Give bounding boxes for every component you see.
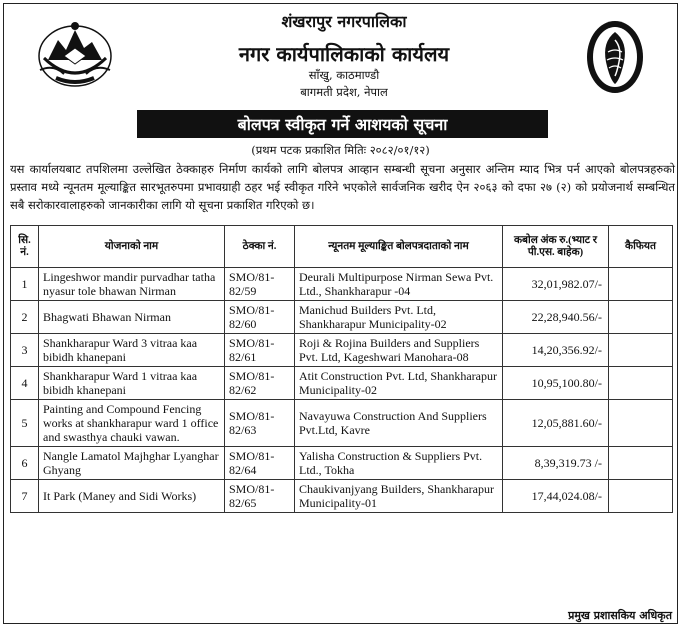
- office-name: नगर कार्यपालिकाको कार्यलय: [238, 42, 450, 66]
- cell-bidder: Yalisha Construction & Suppliers Pvt. Ltd., Tokha: [295, 447, 503, 480]
- cell-remarks: [609, 268, 673, 301]
- cell-bidder: Manichud Builders Pvt. Ltd, Shankharapur Municipality-02: [295, 301, 503, 334]
- cell-remarks: [609, 400, 673, 447]
- cell-remarks: [609, 480, 673, 513]
- cell-project: Shankharapur Ward 3 vitraa kaa bibidh khanepani: [39, 334, 225, 367]
- cell-project: Nangle Lamatol Majhghar Lyanghar Ghyang: [39, 447, 225, 480]
- table-header-row: [11, 226, 673, 268]
- col-header-amount: कबोल अंक रु.(भ्याट र पी.एस. बाहेक): [503, 226, 609, 268]
- col-header-contract: ठेक्का नं.: [225, 226, 295, 268]
- cell-project: Lingeshwor mandir purvadhar tatha nyasur tole bhawan Nirman: [39, 268, 225, 301]
- cell-amount: 8,39,319.73 /-: [503, 447, 609, 480]
- cell-bidder: Deurali Multipurpose Nirman Sewa Pvt. Ltd., Shankharapur -04: [295, 268, 503, 301]
- cell-bidder: Atit Construction Pvt. Ltd, Shankharapur Municipality-02: [295, 367, 503, 400]
- cell-sn: 4: [11, 367, 39, 400]
- col-header-sn: सि. नं.: [11, 226, 39, 268]
- table-row: [11, 334, 673, 367]
- cell-sn: 1: [11, 268, 39, 301]
- cell-bidder: Chaukivanjyang Builders, Shankharapur Municipality-01: [295, 480, 503, 513]
- cell-sn: 3: [11, 334, 39, 367]
- cell-amount: 17,44,024.08/-: [503, 480, 609, 513]
- cell-contract: SMO/81-82/65: [225, 480, 295, 513]
- cell-amount: 14,20,356.92/-: [503, 334, 609, 367]
- nepal-emblem-logo: [34, 18, 116, 90]
- cell-remarks: [609, 447, 673, 480]
- notice-intro: यस कार्यालयबाट तपशिलमा उल्लेखित ठेक्काहरु निर्माण कार्यको लागि बोलपत्र आव्हान सम्बन्धी सूचना अनुसार अन्तिम म्याद भित्र पर्न आएको बोलपत्रहरुको प्रस्ताव मध्ये न्यूनतम मूल्याङ्कित सारभूतरुपमा प्रभावग्राही ठहर भई स्वीकृत गरिने भएकोले सार्वजनिक खरीद ऐन २०६३ को दफा २७ (२) को प्रयोजनार्थ सम्बन्धित सबै सरोकारवालाहरुको जानकारीका लागि यो सूचना प्रकाशित गरिएको छ।: [10, 162, 675, 212]
- cell-project: It Park (Maney and Sidi Works): [39, 480, 225, 513]
- cell-contract: SMO/81-82/60: [225, 301, 295, 334]
- cell-sn: 6: [11, 447, 39, 480]
- cell-sn: 2: [11, 301, 39, 334]
- notice-page: [3, 3, 678, 624]
- cell-remarks: [609, 301, 673, 334]
- cell-bidder: Roji & Rojina Builders and Suppliers Pvt. Ltd, Kageshwari Manohara-08: [295, 334, 503, 367]
- cell-contract: SMO/81-82/59: [225, 268, 295, 301]
- conch-shell-logo: [584, 18, 646, 96]
- col-header-bidder: न्यूनतम मूल्याङ्कित बोलपत्रदाताको नाम: [295, 226, 503, 268]
- cell-amount: 32,01,982.07/-: [503, 268, 609, 301]
- cell-contract: SMO/81-82/61: [225, 334, 295, 367]
- table-row: [11, 447, 673, 480]
- col-header-project: योजनाको नाम: [39, 226, 225, 268]
- cell-contract: SMO/81-82/62: [225, 367, 295, 400]
- cell-sn: 7: [11, 480, 39, 513]
- cell-amount: 12,05,881.60/-: [503, 400, 609, 447]
- cell-contract: SMO/81-82/64: [225, 447, 295, 480]
- cell-remarks: [609, 367, 673, 400]
- address-line-2: बागमती प्रदेश, नेपाल: [300, 85, 388, 99]
- signatory: प्रमुख प्रशासकिय अधिकृत: [568, 609, 672, 622]
- table-row: [11, 367, 673, 400]
- publication-date: (प्रथम पटक प्रकाशित मितिः २०८२/०१/१२): [251, 143, 430, 157]
- table-row: [11, 268, 673, 301]
- cell-contract: SMO/81-82/63: [225, 400, 295, 447]
- cell-project: Painting and Compound Fencing works at shankharapur ward 1 office and swasthya chauki vawan.: [39, 400, 225, 447]
- cell-project: Bhagwati Bhawan Nirman: [39, 301, 225, 334]
- cell-remarks: [609, 334, 673, 367]
- bid-table: [10, 225, 673, 513]
- address-line-1: साँखु, काठमाण्डौ: [308, 68, 380, 82]
- table-row: [11, 301, 673, 334]
- table-row: [11, 400, 673, 447]
- cell-amount: 22,28,940.56/-: [503, 301, 609, 334]
- municipality-name: शंखरापुर नगरपालिका: [281, 12, 407, 31]
- col-header-remarks: कैफियत: [609, 226, 673, 268]
- cell-amount: 10,95,100.80/-: [503, 367, 609, 400]
- cell-project: Shankharapur Ward 1 vitraa kaa bibidh khanepani: [39, 367, 225, 400]
- table-row: [11, 480, 673, 513]
- cell-sn: 5: [11, 400, 39, 447]
- notice-title: बोलपत्र स्वीकृत गर्ने आशयको सूचना: [137, 110, 548, 138]
- cell-bidder: Navayuwa Construction And Suppliers Pvt.Ltd, Kavre: [295, 400, 503, 447]
